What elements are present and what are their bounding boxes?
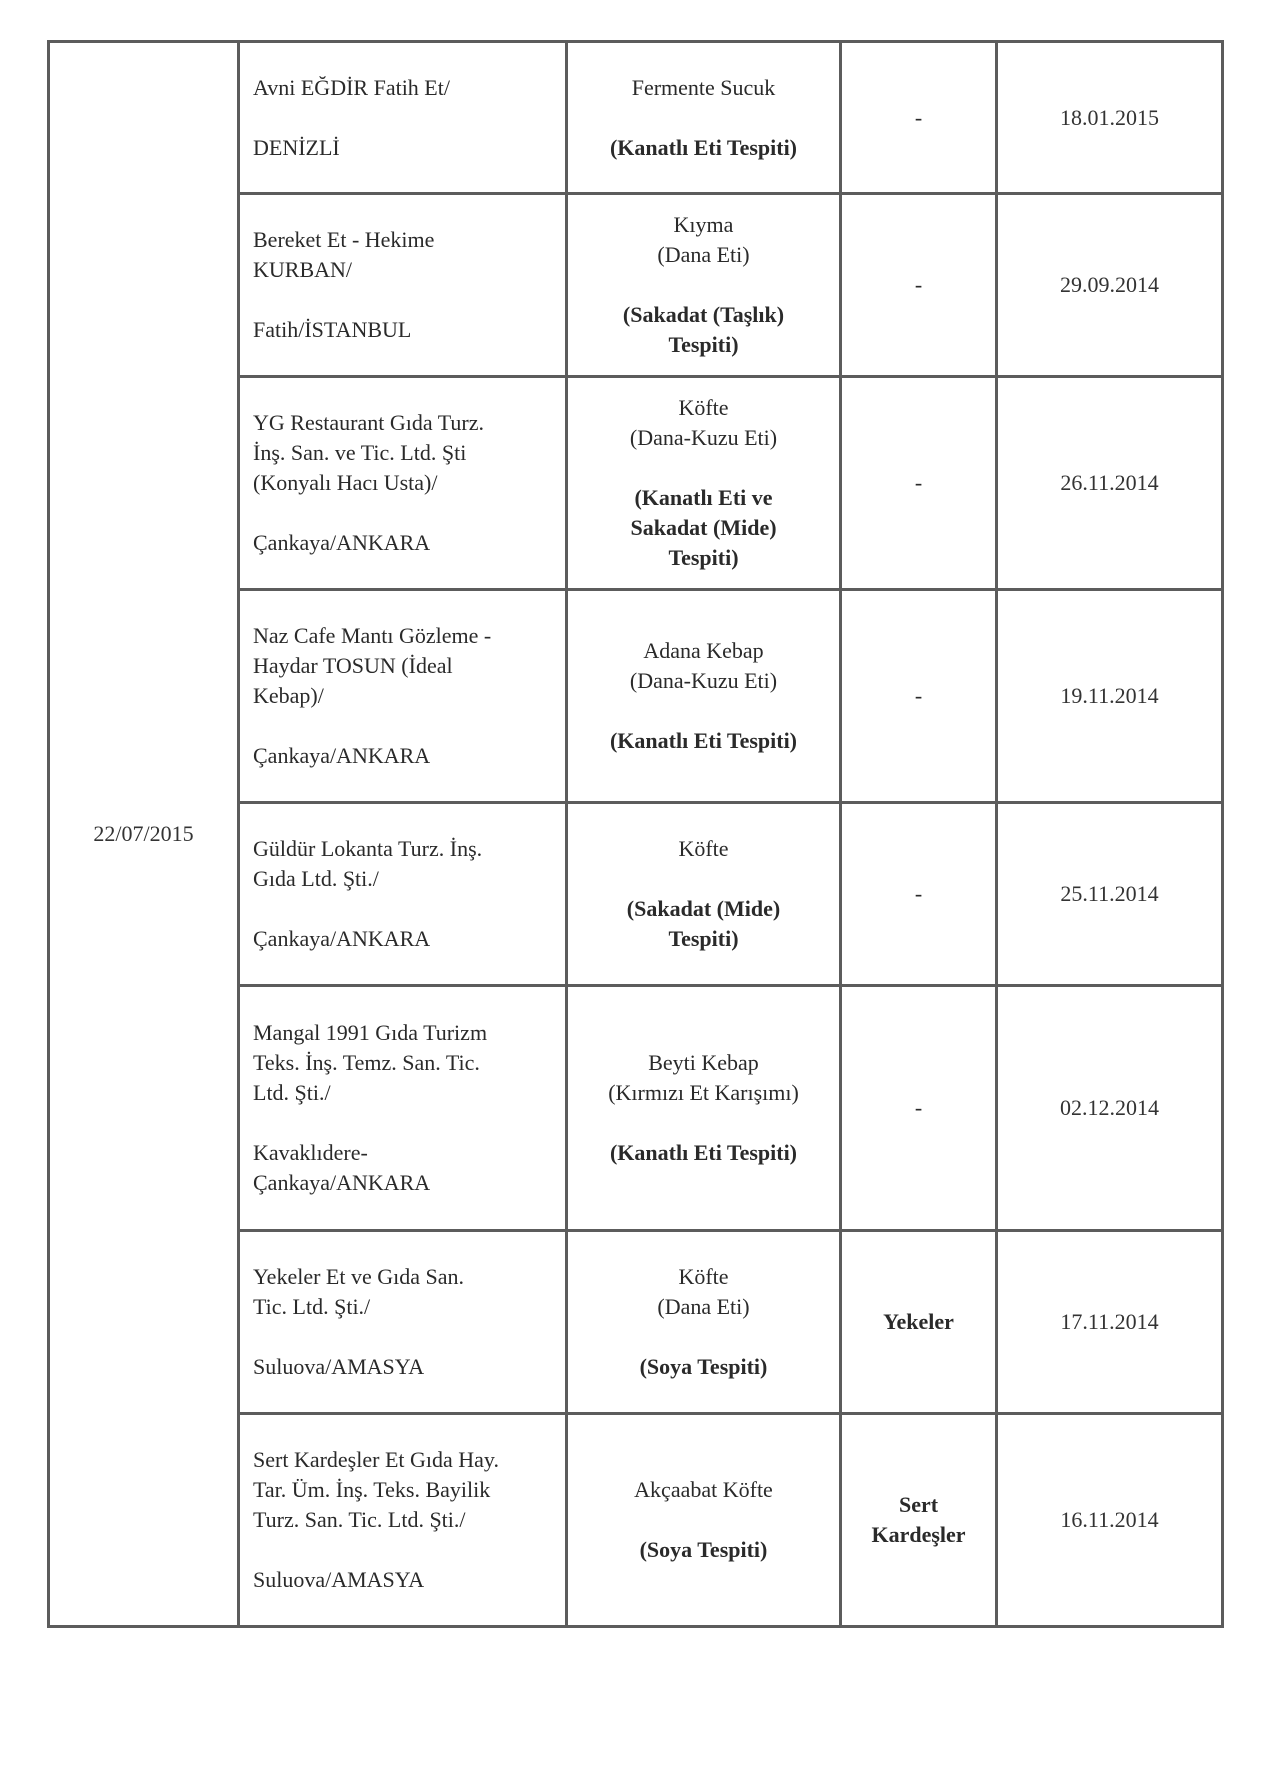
test-date-cell: 29.09.2014 [997,194,1223,377]
firm-cell [239,590,567,803]
product-cell [567,1231,841,1414]
test-date-cell: 25.11.2014 [997,803,1223,986]
firm-cell [239,42,567,194]
firm-location: Çankaya/ANKARA [253,743,431,768]
firm-name: Yekeler Et ve Gıda San. Tic. Ltd. Şti./ [253,1264,464,1319]
product-name: Köfte (Dana-Kuzu Eti) [629,395,778,450]
brand-cell: - [841,377,997,590]
test-date-cell: 18.01.2015 [997,42,1223,194]
product-name: Beyti Kebap (Kırmızı Et Karışımı) [608,1050,799,1105]
finding-text: (Kanatlı Eti Tespiti) [609,1140,798,1165]
results-table [47,40,1224,1628]
firm-name: Sert Kardeşler Et Gıda Hay. Tar. Üm. İnş. Teks. Bayilik Turz. San. Tic. Ltd. Şti./ [253,1447,499,1532]
finding-text: (Sakadat (Mide) Tespiti) [626,896,781,951]
finding-text: (Kanatlı Eti Tespiti) [609,134,798,160]
firm-cell [239,986,567,1231]
test-date-cell: 02.12.2014 [997,986,1223,1231]
product-cell [567,1414,841,1627]
brand-cell: - [841,590,997,803]
brand-cell: - [841,986,997,1231]
firm-location: Suluova/AMASYA [253,1567,425,1592]
test-date-cell: 17.11.2014 [997,1231,1223,1414]
product-name: Kıyma (Dana Eti) [657,212,750,267]
firm-name: Avni EĞDİR Fatih Et/ [253,74,450,100]
product-name: Fermente Sucuk [631,74,776,100]
firm-name: Naz Cafe Mantı Gözleme - Haydar TOSUN (İdeal Kebap)/ [253,623,492,708]
test-date-cell: 16.11.2014 [997,1414,1223,1627]
brand-cell: Sert Kardeşler [841,1414,997,1627]
firm-cell [239,194,567,377]
product-name: Akçaabat Köfte [634,1477,773,1502]
firm-location: Çankaya/ANKARA [253,926,431,951]
product-name: Köfte [678,836,729,861]
brand-cell: - [841,42,997,194]
test-date-cell: 19.11.2014 [997,590,1223,803]
firm-location: Çankaya/ANKARA [253,530,431,555]
finding-text: (Kanatlı Eti Tespiti) [609,728,798,753]
brand-cell: - [841,194,997,377]
firm-cell [239,803,567,986]
firm-name: Bereket Et - Hekime KURBAN/ [253,227,435,282]
firm-location: Suluova/AMASYA [253,1354,425,1379]
firm-name: Güldür Lokanta Turz. İnş. Gıda Ltd. Şti./ [253,836,483,891]
table-body [49,42,1223,1627]
test-date-cell: 26.11.2014 [997,377,1223,590]
firm-cell [239,1231,567,1414]
finding-text: (Soya Tespiti) [639,1537,768,1562]
finding-text: (Kanatlı Eti ve Sakadat (Mide) Tespiti) [630,485,777,570]
product-name: Adana Kebap (Dana-Kuzu Eti) [629,638,778,693]
product-cell [567,42,841,194]
product-cell [567,377,841,590]
product-cell [567,194,841,377]
finding-text: (Soya Tespiti) [639,1354,768,1379]
firm-location: Fatih/İSTANBUL [253,317,412,342]
product-name: Köfte (Dana Eti) [657,1264,750,1319]
firm-cell [239,1414,567,1627]
product-cell [567,803,841,986]
firm-name: Mangal 1991 Gıda Turizm Teks. İnş. Temz. San. Tic. Ltd. Şti./ [253,1020,488,1105]
firm-name: YG Restaurant Gıda Turz. İnş. San. ve Tic. Ltd. Şti (Konyalı Hacı Usta)/ [253,410,484,495]
product-cell [567,590,841,803]
table-row [49,42,1223,194]
brand-cell: - [841,803,997,986]
decision-date-cell: 22/07/2015 [49,42,239,1627]
brand-cell: Yekeler [841,1231,997,1414]
firm-cell [239,377,567,590]
product-cell [567,986,841,1231]
firm-location: DENİZLİ [253,134,340,160]
firm-location: Kavaklıdere- Çankaya/ANKARA [253,1140,431,1195]
finding-text: (Sakadat (Taşlık) Tespiti) [622,302,785,357]
